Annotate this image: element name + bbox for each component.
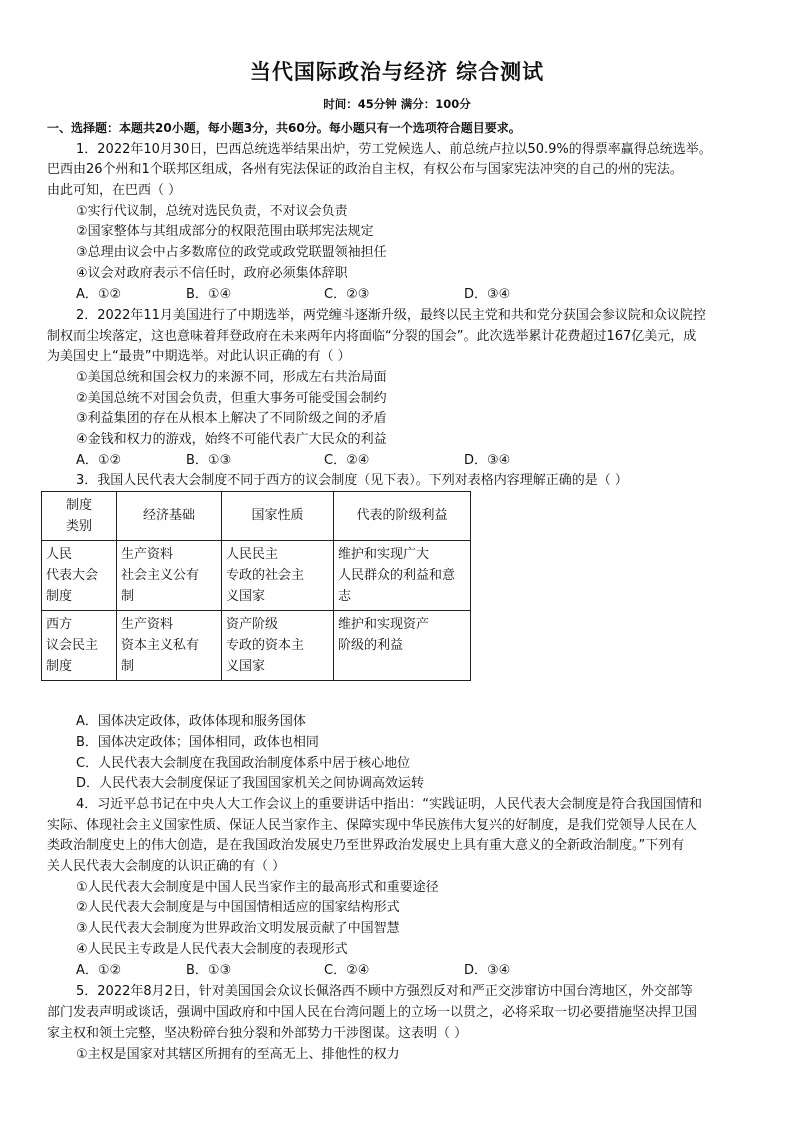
q2-option-c: C．②④	[324, 453, 370, 468]
q2-item: ③利益集团的存在从根本上解决了不同阶级之间的矛盾	[76, 411, 387, 426]
table-row	[42, 611, 471, 681]
q3-option-c: C．人民代表大会制度在我国政治制度体系中居于核心地位	[76, 756, 411, 771]
table-cell: 维护和实现广大 人民群众的利益和意 志	[338, 547, 456, 604]
q3-option-d: D．人民代表大会制度保证了我国国家机关之间协调高效运转	[76, 776, 425, 791]
exam-info: 时间：45分钟 满分：100分	[323, 97, 471, 111]
table-cell: 资产阶级 专政的资本主 义国家	[226, 617, 305, 674]
q2-item: ④金钱和权力的游戏，始终不可能代表广大民众的利益	[76, 432, 387, 447]
q4-option-b: B．①③	[186, 963, 232, 978]
q1-option-b: B．①④	[186, 287, 232, 302]
table-header-cell: 经济基础	[142, 508, 195, 523]
q4-options	[76, 961, 576, 981]
q5-stem-line: 家主权和领土完整，坚决粉碎台独分裂和外部势力干涉图谋。这表明（ ）	[47, 1026, 468, 1041]
q4-stem-line: 类政治制度史上的伟大创造，是在我国政治发展史乃至世界政治发展史上具有重大意义的全新政治制度。”下列有	[47, 838, 685, 853]
q3-option-b: B．国体决定政体；国体相同，政体也相同	[76, 735, 319, 750]
q1-stem-line: 巴西由26个州和1个联邦区组成，各州有宪法保证的政治自主权，有权公布与国家宪法冲突的自己的州的宪法。	[47, 162, 683, 177]
q3-stem-line: 3．我国人民代表大会制度不同于西方的议会制度（见下表）。下列对表格内容理解正确的是（ ）	[76, 473, 628, 488]
table-cell: 人民民主 专政的社会主 义国家	[226, 547, 305, 604]
q1-item: ①实行代议制，总统对选民负责，不对议会负责	[76, 204, 348, 219]
q1-options	[76, 285, 576, 305]
table-header-cell: 代表的阶级利益	[356, 508, 448, 523]
table-cell: 生产资料 资本主义私有 制	[121, 617, 200, 674]
q2-item: ①美国总统和国会权力的来源不同，形成左右共治局面	[76, 370, 387, 385]
q5-stem-line: 5．2022年8月2日，针对美国国会众议长佩洛西不顾中方强烈反对和严正交涉窜访中国台湾地区，外交部等	[76, 984, 693, 999]
q4-stem-line: 4．习近平总书记在中央人大工作会议上的重要讲话中指出：“实践证明，人民代表大会制度是符合我国国情和	[76, 797, 703, 812]
q4-item: ②人民代表大会制度是与中国国情相适应的国家结构形式	[76, 900, 400, 915]
table-header-row	[42, 492, 471, 541]
q4-item: ④人民民主专政是人民代表大会制度的表现形式	[76, 942, 348, 957]
page-title: 当代国际政治与经济 综合测试	[249, 60, 545, 84]
q4-stem-line: 关人民代表大会制度的认识正确的有（ ）	[47, 859, 286, 874]
q2-option-a: A．①②	[76, 453, 122, 468]
q1-item: ②国家整体与其组成部分的权限范围由联邦宪法规定	[76, 224, 374, 239]
q2-option-d: D．③④	[464, 453, 511, 468]
q2-stem-line: 为美国史上“最贵”中期选举。对此认识正确的有（ ）	[47, 349, 351, 364]
q4-option-d: D．③④	[464, 963, 511, 978]
table-cell: 人民 代表大会 制度	[46, 547, 99, 604]
q4-stem-line: 实际、体现社会主义国家性质、保证人民当家作主、保障实现中华民族伟大复兴的好制度，是我们党领导人民在人	[47, 818, 698, 833]
q4-option-c: C．②④	[324, 963, 370, 978]
q5-item: ①主权是国家对其辖区所拥有的至高无上、排他性的权力	[76, 1047, 400, 1062]
q1-option-a: A．①②	[76, 287, 122, 302]
q4-option-a: A．①②	[76, 963, 122, 978]
q2-item: ②美国总统不对国会负责，但重大事务可能受国会制约	[76, 391, 387, 406]
q1-option-c: C．②③	[324, 287, 370, 302]
q2-options	[76, 451, 576, 471]
q1-item: ③总理由议会中占多数席位的政党或政党联盟领袖担任	[76, 245, 387, 260]
q1-item: ④议会对政府表示不信任时，政府必须集体辞职	[76, 266, 348, 281]
table-cell: 生产资料 社会主义公有 制	[121, 547, 200, 604]
table-cell: 西方 议会民主 制度	[46, 617, 99, 674]
q1-stem-line: 由此可知，在巴西（ ）	[47, 183, 182, 198]
table-header-cell: 制度 类别	[66, 498, 93, 534]
comparison-table	[41, 491, 471, 681]
q2-option-b: B．①③	[186, 453, 232, 468]
q4-item: ①人民代表大会制度是中国人民当家作主的最高形式和重要途径	[76, 880, 439, 895]
q5-stem-line: 部门发表声明或谈话，强调中国政府和中国人民在台湾问题上的立场一以贯之，必将采取一切必要措施坚决捍卫国	[47, 1005, 698, 1020]
q1-option-d: D．③④	[464, 287, 511, 302]
table-header-cell: 国家性质	[251, 508, 304, 523]
q2-stem-line: 制权而尘埃落定，这也意味着拜登政府在未来两年内将面临“分裂的国会”。此次选举累计花费超过167亿美元，成	[47, 329, 697, 344]
table-row	[42, 541, 471, 611]
section-heading: 一、选择题：本题共20小题，每小题3分，共60分。每小题只有一个选项符合题目要求。	[47, 121, 521, 135]
q3-option-a: A．国体决定政体，政体体现和服务国体	[76, 714, 306, 729]
q4-item: ③人民代表大会制度为世界政治文明发展贡献了中国智慧	[76, 921, 400, 936]
table-cell: 维护和实现资产 阶级的利益	[338, 617, 430, 653]
q2-stem-line: 2．2022年11月美国进行了中期选举，两党缠斗逐渐升级，最终以民主党和共和党分获国会参议院和众议院控	[76, 308, 706, 323]
q1-stem-line: 1．2022年10月30日，巴西总统选举结果出炉，劳工党候选人、前总统卢拉以50.9%的得票率赢得总统选举。	[76, 142, 712, 157]
